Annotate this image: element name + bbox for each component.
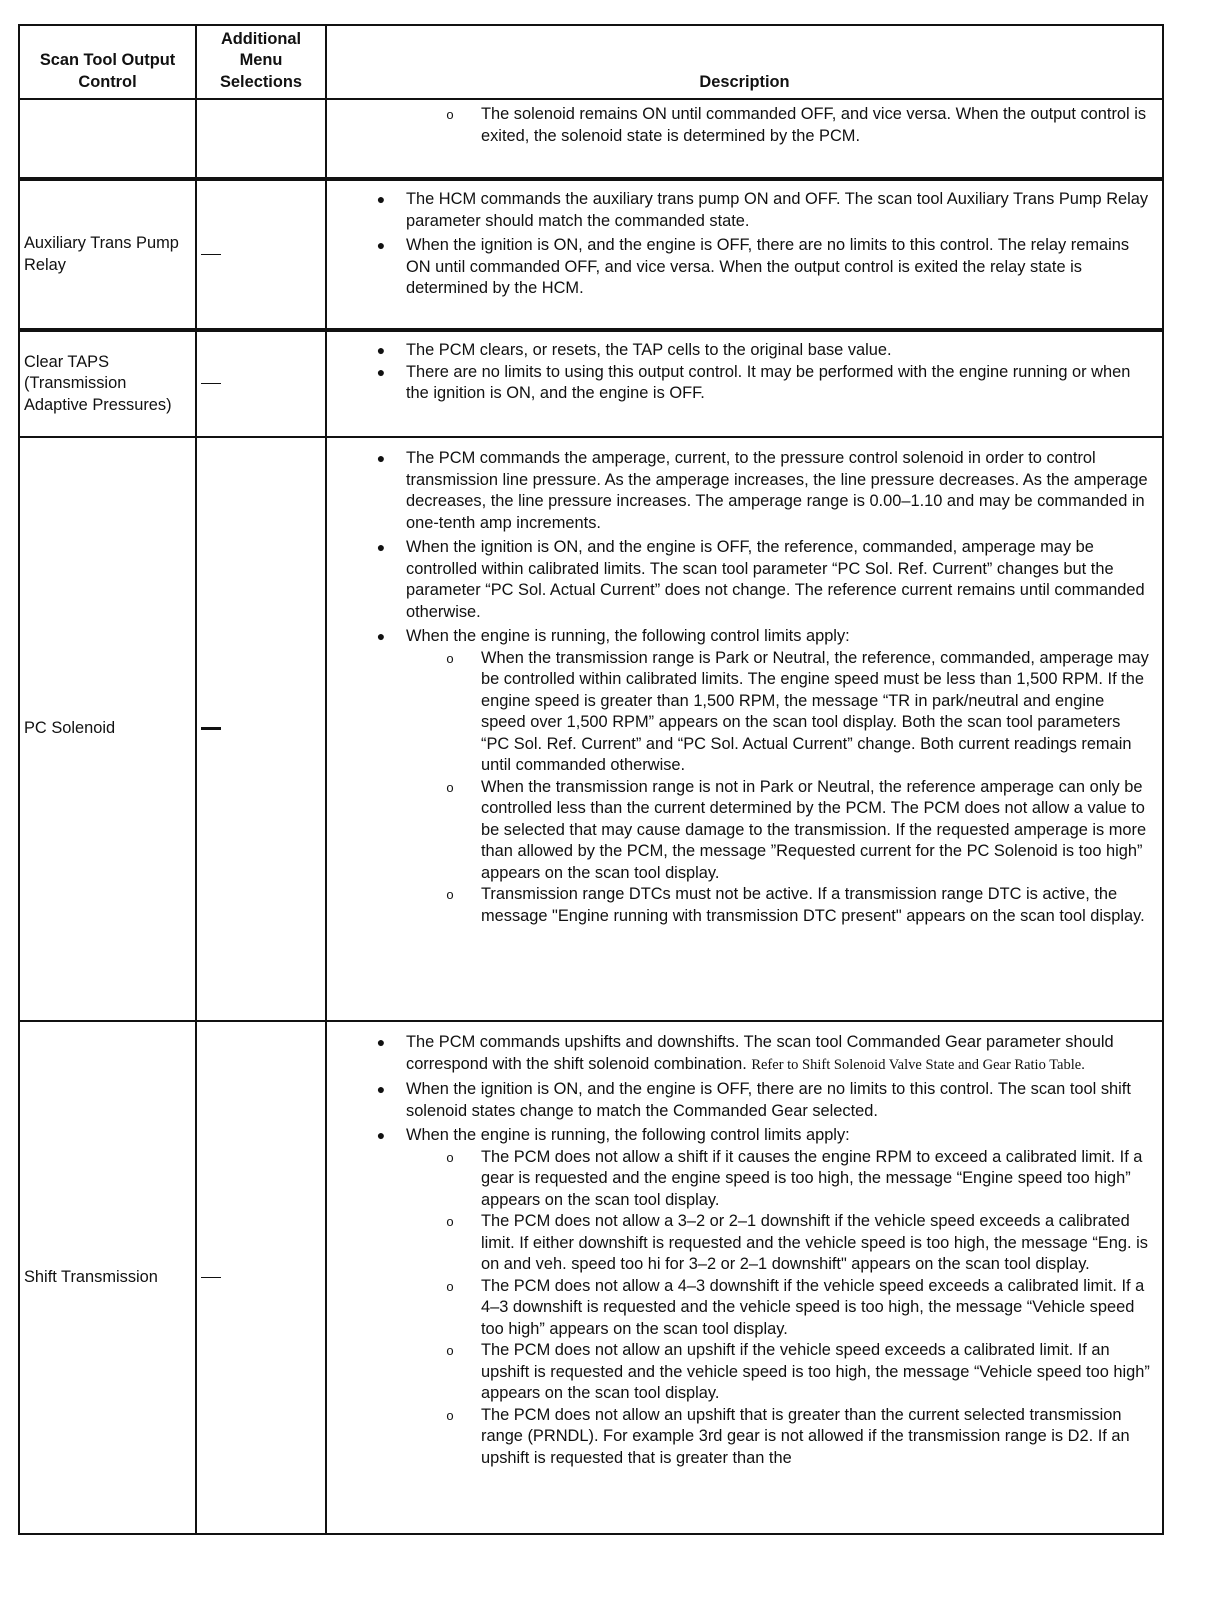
list-item: ● The PCM commands upshifts and downshifts. The scan tool Commanded Gear parameter should correspond with the shift solenoid combination. Refer to Shift Solenoid Valve State and Gear Ratio Table. — [327, 1032, 1152, 1076]
bullet-icon: ● — [376, 363, 386, 380]
list-item: ● The PCM commands the amperage, current, to the pressure control solenoid in order to control transmission line pressure. As the amperage increases, the line pressure decreases. As the amperage decreases, the line pressure increases. The amperage range is 0.00–1.10 and may be commanded in one-tenth amp increments. — [327, 448, 1152, 534]
menu-cell — [196, 99, 326, 179]
table-row — [19, 1021, 1163, 1534]
list-item: ● When the ignition is ON, and the engine is OFF, there are no limits to this control. The relay remains ON until commanded OFF, and vice versa. When the output control is exited the relay state is determined by the HCM. — [327, 235, 1152, 300]
list-item: ● There are no limits to using this output control. It may be performed with the engine running or when the ignition is ON, and the engine is OFF. — [327, 362, 1152, 405]
sub-bullet-list — [327, 648, 1152, 928]
circle-bullet-icon: o — [446, 1149, 454, 1165]
table-row — [19, 330, 1163, 437]
description-cell — [326, 99, 1163, 179]
list-item: ● The HCM commands the auxiliary trans pump ON and OFF. The scan tool Auxiliary Trans Pump Relay parameter should match the commanded state. — [327, 189, 1152, 232]
bullet-icon: ● — [376, 539, 386, 555]
menu-cell — [196, 179, 326, 330]
bullet-list — [327, 189, 1152, 300]
table-reference: Refer to Shift Solenoid Valve State and Gear Ratio Table. — [751, 1056, 1085, 1073]
dash-mark — [201, 1277, 221, 1278]
header-description: Description — [326, 25, 1163, 99]
list-item: ● The PCM clears, or resets, the TAP cells to the original base value. — [327, 340, 1152, 362]
description-cell — [326, 1021, 1163, 1534]
bullet-list — [327, 340, 1152, 405]
bullet-icon: ● — [376, 237, 386, 253]
bullet-icon: ● — [376, 450, 386, 466]
bullet-icon: ● — [376, 1081, 386, 1097]
list-item: ● When the engine is running, the following control limits apply: — [327, 626, 1152, 648]
list-item: o When the transmission range is not in Park or Neutral, the reference amperage can only be controlled less than the current determined by the PCM. The PCM does not allow a value to be selected that may cause damage to the transmission. If the requested amperage is more than allowed by the PCM, the message ”Requested current for the PC Solenoid is too high” appears on the scan tool display. — [327, 777, 1152, 885]
list-item: ● When the ignition is ON, and the engine is OFF, there are no limits to this control. The scan tool shift solenoid states change to match the Commanded Gear selected. — [327, 1079, 1152, 1122]
output-control-table — [18, 24, 1164, 1535]
circle-bullet-icon: o — [446, 1278, 454, 1294]
dash-mark — [201, 727, 221, 730]
header-additional-menu-selections: Additional Menu Selections — [196, 25, 326, 99]
circle-bullet-icon: o — [446, 779, 454, 795]
description-cell — [326, 179, 1163, 330]
circle-bullet-icon: o — [446, 650, 454, 666]
circle-bullet-icon: o — [446, 107, 454, 122]
bullet-list — [327, 448, 1152, 648]
circle-bullet-icon: o — [446, 1214, 454, 1229]
list-item: o The PCM does not allow a shift if it causes the engine RPM to exceed a calibrated limit. If a gear is requested and the engine speed is too high, the message “Engine speed too high” appears on the scan tool display. — [327, 1147, 1152, 1212]
bullet-icon: ● — [376, 191, 386, 207]
list-item: o The PCM does not allow an upshift that is greater than the current selected transmission range (PRNDL). For example 3rd gear is not allowed if the transmission range is D2. If an upshift is requested that is greater than the — [327, 1405, 1152, 1470]
sub-bullet-list — [327, 1147, 1152, 1470]
list-item: o The PCM does not allow a 3–2 or 2–1 downshift if the vehicle speed exceeds a calibrated limit. If either downshift is requested and the vehicle speed is too high, the message “Eng. is on and veh. speed too hi for 3–2 or 2–1 downshift" appears on the scan tool display. — [327, 1211, 1152, 1276]
control-cell: Clear TAPS (Transmission Adaptive Pressures) — [19, 330, 196, 437]
list-item: ● When the engine is running, the following control limits apply: — [327, 1125, 1152, 1147]
circle-bullet-icon: o — [446, 1407, 454, 1423]
table-row — [19, 437, 1163, 1021]
list-item: o Transmission range DTCs must not be active. If a transmission range DTC is active, the message "Engine running with transmission DTC present" appears on the scan tool display. — [327, 884, 1152, 927]
description-cell — [326, 437, 1163, 1021]
bullet-icon: ● — [376, 1127, 386, 1143]
list-item: o The PCM does not allow a 4–3 downshift if the vehicle speed exceeds a calibrated limit. If a 4–3 downshift is requested and the vehicle speed is too high, the message “Vehicle speed too high” appears on the scan tool display. — [327, 1276, 1152, 1341]
list-item: o When the transmission range is Park or Neutral, the reference, commanded, amperage may be controlled within calibrated limits. The engine speed must be less than 1,500 RPM. If the engine speed is greater than 1,500 RPM, the message “TR in park/neutral and engine speed over 1,500 RPM” appears on the scan tool display. Both the scan tool parameters “PC Sol. Ref. Current” and “PC Sol. Actual Current” change. Both current readings remain until commanded otherwise. — [327, 648, 1152, 777]
control-cell: Auxiliary Trans Pump Relay — [19, 179, 196, 330]
circle-bullet-icon: o — [446, 1343, 454, 1358]
circle-bullet-icon: o — [446, 887, 454, 902]
menu-cell — [196, 437, 326, 1021]
list-item: o The solenoid remains ON until commanded OFF, and vice versa. When the output control is exited, the solenoid state is determined by the PCM. — [327, 104, 1152, 147]
control-cell — [19, 99, 196, 179]
control-cell: Shift Transmission — [19, 1021, 196, 1534]
header-scan-tool-output-control: Scan Tool Output Control — [19, 25, 196, 99]
dash-mark — [201, 383, 221, 384]
bullet-icon: ● — [376, 342, 386, 358]
menu-cell — [196, 1021, 326, 1534]
menu-cell — [196, 330, 326, 437]
table-row — [19, 179, 1163, 330]
table-header-row — [19, 25, 1163, 99]
list-item: ● When the ignition is ON, and the engine is OFF, the reference, commanded, amperage may be controlled within calibrated limits. The scan tool parameter “PC Sol. Ref. Current” changes but the parameter “PC Sol. Actual Current” does not change. The reference current remains until commanded otherwise. — [327, 537, 1152, 623]
control-cell: PC Solenoid — [19, 437, 196, 1021]
list-item: o The PCM does not allow an upshift if the vehicle speed exceeds a calibrated limit. If an upshift is requested and the vehicle speed is too high, the message “Vehicle speed too high” appears on the scan tool display. — [327, 1340, 1152, 1405]
bullet-icon: ● — [376, 628, 386, 644]
sub-bullet-list — [327, 104, 1152, 147]
dash-mark — [201, 254, 221, 255]
table-row — [19, 99, 1163, 179]
bullet-icon: ● — [376, 1034, 386, 1050]
bullet-list — [327, 1032, 1152, 1147]
description-cell — [326, 330, 1163, 437]
